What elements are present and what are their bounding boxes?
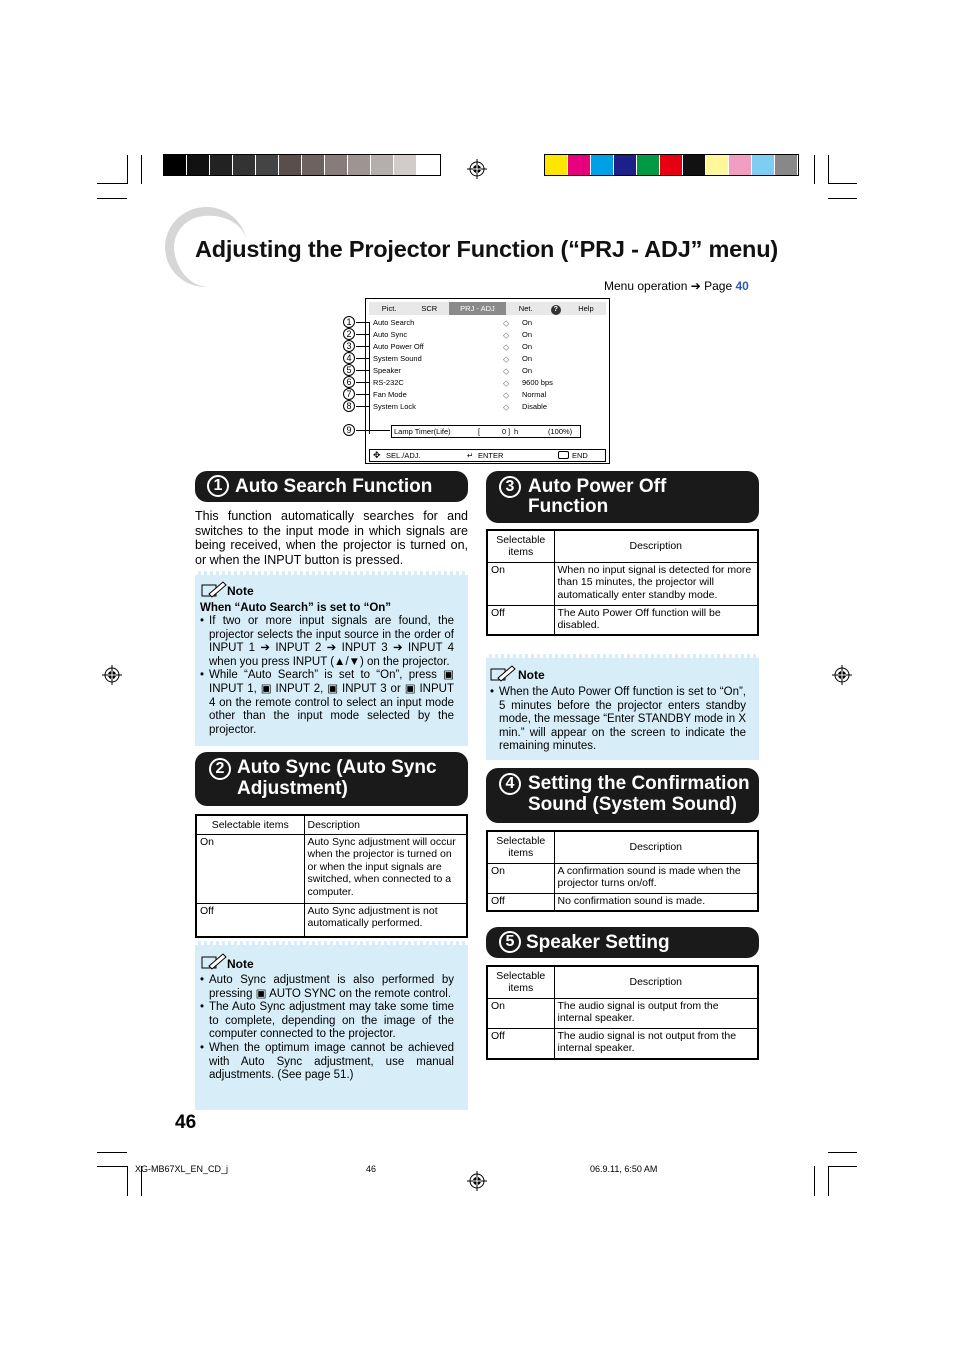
note-item: • When the Auto Power Off function is set to “On”, 5 minutes before the projector enters standby mode, the message “Enter STANDBY mode in X min.” will appear on the screen to indicate the remaining minutes.	[490, 686, 746, 754]
callout-leader-line	[356, 406, 370, 407]
table-cell: Auto Sync adjustment is not automatically performed.	[304, 903, 467, 937]
table-cell: Off	[487, 893, 554, 911]
color-swatch	[233, 155, 256, 175]
osd-tab-screen: SCR	[421, 304, 438, 313]
section-number-badge: 2	[209, 758, 231, 780]
color-swatch	[417, 155, 440, 175]
lamp-timer-percent: (100%)	[548, 427, 573, 436]
callout-number: 6	[343, 376, 355, 388]
osd-row-value: On	[522, 354, 533, 363]
crop-mark	[814, 155, 815, 184]
callout-number: 4	[343, 352, 355, 364]
note-box	[195, 941, 468, 1110]
registration-mark-icon	[467, 159, 487, 179]
section-title-line2: Adjustment)	[237, 778, 348, 799]
table-cell: The Auto Power Off function will be disabled.	[554, 605, 758, 635]
table-cell: The audio signal is not output from the internal speaker.	[554, 1028, 758, 1059]
note-list	[200, 974, 454, 1083]
osd-row-arrow-icon: ⬦	[503, 318, 510, 328]
osd-footer-end: END	[572, 451, 588, 460]
page-title: Adjusting the Projector Function (“PRJ - ADJ” menu)	[195, 236, 778, 262]
crop-mark	[828, 1152, 857, 1153]
footer-filename: XG-MB67XL_EN_CD_j	[135, 1164, 229, 1174]
osd-row-label: System Sound	[373, 354, 422, 363]
lamp-timer-open-bracket: [	[478, 427, 481, 436]
osd-menu-row	[373, 329, 603, 341]
osd-footer-sel: SEL./ADJ.	[386, 451, 421, 460]
callout-leader-line	[356, 370, 370, 371]
table-cell: Off	[196, 903, 304, 937]
osd-tab-picture: Pict.	[381, 304, 397, 313]
callout-number: 1	[343, 316, 355, 328]
color-swatch	[371, 155, 394, 175]
note-list	[490, 686, 746, 754]
section-number-badge: 3	[499, 476, 521, 498]
table-row	[487, 998, 758, 1028]
note-heading: Note	[227, 957, 254, 971]
color-swatch	[256, 155, 279, 175]
osd-row-label: Speaker	[373, 366, 401, 375]
osd-tab-network: Net.	[518, 304, 533, 313]
table-header: Description	[554, 831, 758, 863]
end-icon	[558, 451, 569, 459]
table-cell: Off	[487, 1028, 554, 1059]
crop-mark	[97, 1152, 127, 1153]
osd-menu-row	[373, 389, 603, 401]
osd-row-value: On	[522, 330, 533, 339]
color-swatch	[279, 155, 302, 175]
osd-lamp-timer	[391, 425, 581, 438]
crop-mark	[97, 183, 127, 184]
crop-mark	[141, 155, 142, 184]
color-swatch	[706, 155, 729, 175]
osd-help-icon-cell	[546, 302, 566, 315]
registration-mark-icon	[832, 665, 852, 685]
note-heading: Note	[518, 668, 545, 682]
registration-mark-icon	[467, 1171, 487, 1191]
section-number-badge: 4	[499, 773, 521, 795]
callout-bracket-line	[369, 322, 370, 434]
osd-row-label: Auto Sync	[373, 330, 408, 339]
osd-row-label: Auto Power Off	[373, 342, 424, 351]
auto-sync-table	[195, 814, 468, 938]
osd-row-arrow-icon: ⬦	[503, 366, 510, 376]
color-swatch	[164, 155, 187, 175]
section-2-header	[195, 752, 468, 806]
osd-row-label: RS-232C	[373, 378, 404, 387]
callout-leader-line	[356, 382, 370, 383]
lamp-timer-value: 0	[502, 427, 507, 436]
lamp-timer-close-bracket: ]	[508, 427, 511, 436]
color-swatch	[752, 155, 775, 175]
osd-tab-bar	[369, 302, 606, 315]
note-item: • If two or more input signals are found, the projector selects the input source in the order of INPUT 1 ➔ INPUT 2 ➔ INPUT 3 ➔ INPUT 4 when you press INPUT (▲/▼) on the projector.	[200, 615, 454, 669]
crop-mark	[828, 1166, 857, 1167]
table-cell: A confirmation sound is made when the projector turns on/off.	[554, 863, 758, 893]
table-header: Description	[554, 966, 758, 998]
section-title: Speaker Setting	[526, 932, 670, 953]
table-cell: The audio signal is output from the internal speaker.	[554, 998, 758, 1028]
color-swatch	[775, 155, 798, 175]
menu-operation-page-link[interactable]: 40	[735, 279, 749, 293]
osd-footer	[369, 449, 606, 462]
menu-operation-reference	[604, 279, 749, 293]
color-swatch	[302, 155, 325, 175]
section-title-line2: Function	[528, 496, 609, 517]
cmyk-color-bar	[544, 154, 799, 176]
note-dashed-edge	[486, 654, 759, 658]
section-number-badge: 5	[499, 931, 521, 953]
section-title-line2: Sound (System Sound)	[528, 794, 737, 815]
note-dashed-edge	[195, 941, 468, 945]
color-swatch	[187, 155, 210, 175]
osd-row-label: Fan Mode	[373, 390, 407, 399]
section-4-header	[486, 768, 759, 823]
pencil-note-icon	[201, 952, 227, 970]
lamp-timer-label: Lamp Timer(Life)	[394, 427, 451, 436]
osd-row-value: Disable	[522, 402, 548, 411]
osd-row-arrow-icon: ⬦	[503, 378, 510, 388]
osd-menu-row	[373, 317, 603, 329]
color-swatch	[210, 155, 233, 175]
callout-leader-line	[356, 346, 370, 347]
page-number: 46	[175, 1112, 197, 1133]
osd-menu-row	[373, 353, 603, 365]
osd-row-value: 9600 bps	[522, 378, 553, 387]
lamp-timer-unit: h	[514, 427, 519, 436]
osd-row-value: On	[522, 366, 533, 375]
color-swatch	[568, 155, 591, 175]
note-box	[195, 571, 468, 746]
table-cell: No confirmation sound is made.	[554, 893, 758, 911]
callout-number: 7	[343, 388, 355, 400]
color-swatch	[348, 155, 371, 175]
crop-mark	[127, 155, 128, 184]
osd-tab-prj-adj: PRJ - ADJ	[449, 302, 505, 315]
table-row	[487, 605, 758, 635]
osd-row-arrow-icon: ⬦	[503, 402, 510, 412]
callout-number: 9	[343, 424, 355, 436]
osd-row-label: Auto Search	[373, 318, 415, 327]
osd-menu-row	[373, 365, 603, 377]
section-title-line1: Auto Sync (Auto Sync	[237, 757, 437, 778]
color-swatch	[325, 155, 348, 175]
note-dashed-edge	[195, 571, 468, 575]
pencil-note-icon	[490, 664, 516, 682]
color-swatch	[729, 155, 752, 175]
table-cell: On	[487, 998, 554, 1028]
note-item: • When the optimum image cannot be achieved with Auto Sync adjustment, use manual adjustments. (See page 51.)	[200, 1042, 454, 1083]
table-header: Selectable items	[487, 966, 554, 998]
note-list	[200, 615, 454, 737]
color-swatch	[545, 155, 568, 175]
table-cell: Off	[487, 605, 554, 635]
registration-mark-icon	[102, 665, 122, 685]
osd-row-arrow-icon: ⬦	[503, 390, 510, 400]
osd-row-value: On	[522, 342, 533, 351]
section-title: Auto Search Function	[235, 476, 433, 497]
callout-leader-line	[356, 358, 370, 359]
table-row	[196, 903, 467, 937]
note-item: • The Auto Sync adjustment may take some time to complete, depending on the image of the computer connected to the projector.	[200, 1001, 454, 1042]
callout-number: 2	[343, 328, 355, 340]
table-cell: On	[487, 562, 554, 605]
osd-row-label: System Lock	[373, 402, 416, 411]
callout-number: 5	[343, 364, 355, 376]
table-header: Selectable items	[487, 530, 554, 562]
osd-row-value: On	[522, 318, 533, 327]
section-1-header	[195, 471, 468, 502]
osd-menu-row	[373, 401, 603, 413]
section-5-header	[486, 927, 759, 958]
sel-adj-icon: ✥	[373, 450, 381, 460]
callout-number: 3	[343, 340, 355, 352]
callout-number: 8	[343, 400, 355, 412]
section-title-line1: Auto Power Off	[528, 476, 667, 497]
callout-leader-line	[356, 430, 390, 431]
osd-tab-help: Help	[578, 304, 594, 313]
table-row	[487, 1028, 758, 1059]
crop-mark	[828, 1166, 829, 1196]
section-3-header	[486, 471, 759, 523]
callout-leader-line	[356, 394, 370, 395]
color-swatch	[394, 155, 417, 175]
table-header: Selectable items	[487, 831, 554, 863]
crop-mark	[828, 155, 829, 184]
osd-menu-screen	[365, 298, 610, 464]
note-item: • Auto Sync adjustment is also performed by pressing ▣ AUTO SYNC on the remote control.	[200, 974, 454, 1001]
osd-row-arrow-icon: ⬦	[503, 342, 510, 352]
callout-leader-line	[356, 322, 370, 323]
speaker-table	[486, 965, 759, 1060]
auto-power-off-table	[486, 529, 759, 636]
osd-footer-enter: ENTER	[478, 451, 504, 460]
table-header: Selectable items	[196, 815, 304, 834]
table-cell: On	[487, 863, 554, 893]
crop-mark	[97, 1166, 127, 1167]
color-swatch	[591, 155, 614, 175]
section-1-body: This function automatically searches for and switches to the input mode in which signals are being received, when the projector is turned on, or when the INPUT button is pressed.	[195, 509, 468, 567]
table-row	[487, 863, 758, 893]
table-header: Description	[554, 530, 758, 562]
system-sound-table	[486, 830, 759, 912]
crop-mark	[828, 198, 857, 199]
table-cell: On	[196, 834, 304, 903]
table-row	[487, 893, 758, 911]
callout-leader-line	[356, 334, 370, 335]
note-subheading: When “Auto Search” is set to “On”	[200, 602, 392, 614]
pencil-note-icon	[201, 580, 227, 598]
footer-page: 46	[366, 1164, 377, 1174]
help-icon: ?	[551, 305, 561, 315]
color-swatch	[614, 155, 637, 175]
crop-mark	[127, 1166, 128, 1196]
color-swatch	[660, 155, 683, 175]
enter-icon: ↵	[467, 451, 474, 460]
osd-menu-row	[373, 377, 603, 389]
note-box	[486, 654, 759, 760]
table-row	[487, 562, 758, 605]
table-row	[196, 834, 467, 903]
crop-mark	[97, 198, 127, 199]
table-header: Description	[304, 815, 467, 834]
osd-row-arrow-icon: ⬦	[503, 354, 510, 364]
section-number-badge: 1	[207, 475, 229, 497]
menu-operation-label: Menu operation ➔ Page	[604, 279, 733, 293]
note-item: • While “Auto Search” is set to “On”, press ▣ INPUT 1, ▣ INPUT 2, ▣ INPUT 3 or ▣ INPUT 4 on the remote control to select an input mode other than the input mode selected by the projector.	[200, 669, 454, 737]
osd-menu-row	[373, 341, 603, 353]
section-title-line1: Setting the Confirmation	[528, 773, 750, 794]
crop-mark	[814, 1166, 815, 1196]
osd-row-value: Normal	[522, 390, 547, 399]
color-swatch	[683, 155, 706, 175]
footer-date: 06.9.11, 6:50 AM	[590, 1164, 658, 1174]
table-cell: Auto Sync adjustment will occur when the projector is turned on or when the input signals are switched, when connected to a computer.	[304, 834, 467, 903]
table-cell: When no input signal is detected for more than 15 minutes, the projector will automatically enter standby mode.	[554, 562, 758, 605]
grayscale-color-bar	[163, 154, 441, 176]
color-swatch	[637, 155, 660, 175]
osd-row-arrow-icon: ⬦	[503, 330, 510, 340]
note-heading: Note	[227, 584, 254, 598]
crop-mark	[828, 183, 857, 184]
